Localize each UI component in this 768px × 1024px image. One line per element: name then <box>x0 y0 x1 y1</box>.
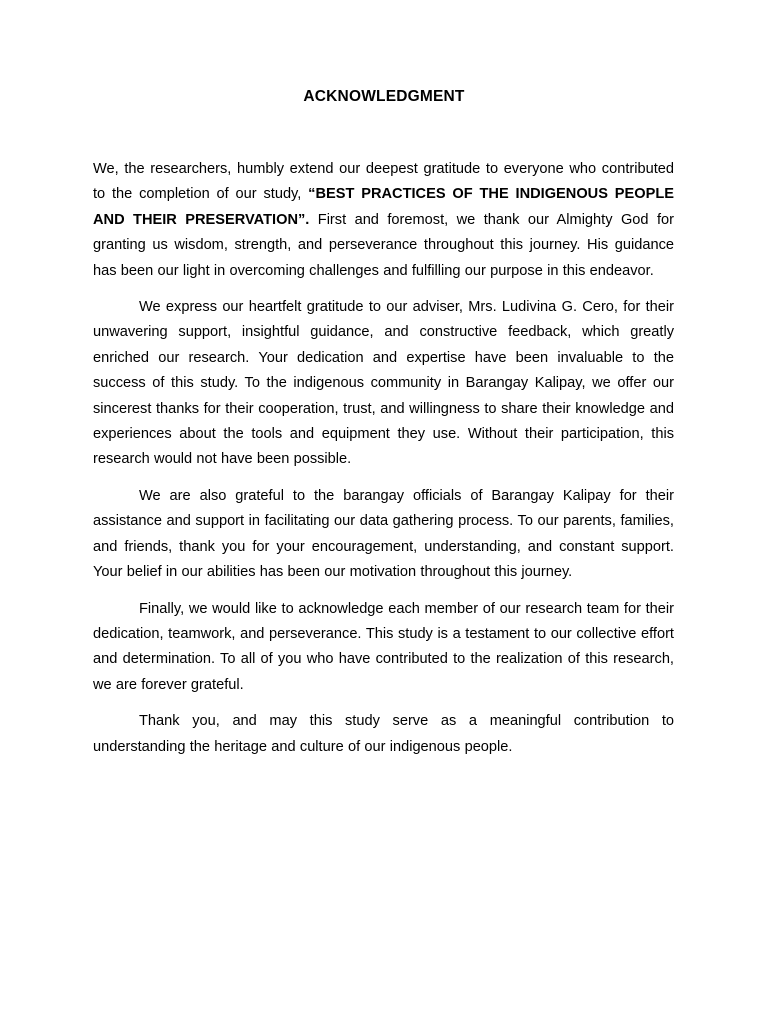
study-title: “BEST PRACTICES OF THE INDIGENOUS PEOPLE AND THEIR PRESERVATION”. <box>93 186 674 228</box>
paragraph-intro <box>93 157 674 284</box>
paragraph-officials: We are also grateful to the barangay officials of Barangay Kalipay for their assistance and support in facilitating our data gathering process. To our parents, families, and friends, thank you for your encouragement, understanding, and constant support. Your belief in our abilities has been our motivation throughout this journey. <box>93 487 674 581</box>
acknowledgment-body <box>93 157 674 771</box>
paragraph-team: Finally, we would like to acknowledge each member of our research team for their dedication, teamwork, and perseverance. This study is a testament to our collective effort and determination. To all of you who have contributed to the realization of this research, we are forever grateful. <box>93 600 674 693</box>
intro-text-continued: First and foremost, we thank our Almighty God for granting us wisdom, strength, and perseverance throughout this journey. His guidance has been our light in overcoming challenges and fulfilling our purpose in this endeavor. <box>93 211 674 279</box>
paragraph-adviser: We express our heartfelt gratitude to our adviser, Mrs. Ludivina G. Cero, for their unwavering support, insightful guidance, and constructive feedback, which greatly enriched our research. Your dedication and expertise have been invaluable to the success of this study. To the indigenous community in Barangay Kalipay, we offer our sincerest thanks for their cooperation, trust, and willingness to share their knowledge and experiences about the tools and equipment they use. Without their participation, this research would not have been possible. <box>93 299 674 468</box>
page-title: ACKNOWLEDGMENT <box>303 88 465 105</box>
paragraph-closing: Thank you, and may this study serve as a meaningful contribution to understanding the heritage and culture of our indigenous people. <box>93 713 674 755</box>
intro-text: We, the researchers, humbly extend our deepest gratitude to everyone who contributed to the completion of our study, <box>93 161 674 203</box>
